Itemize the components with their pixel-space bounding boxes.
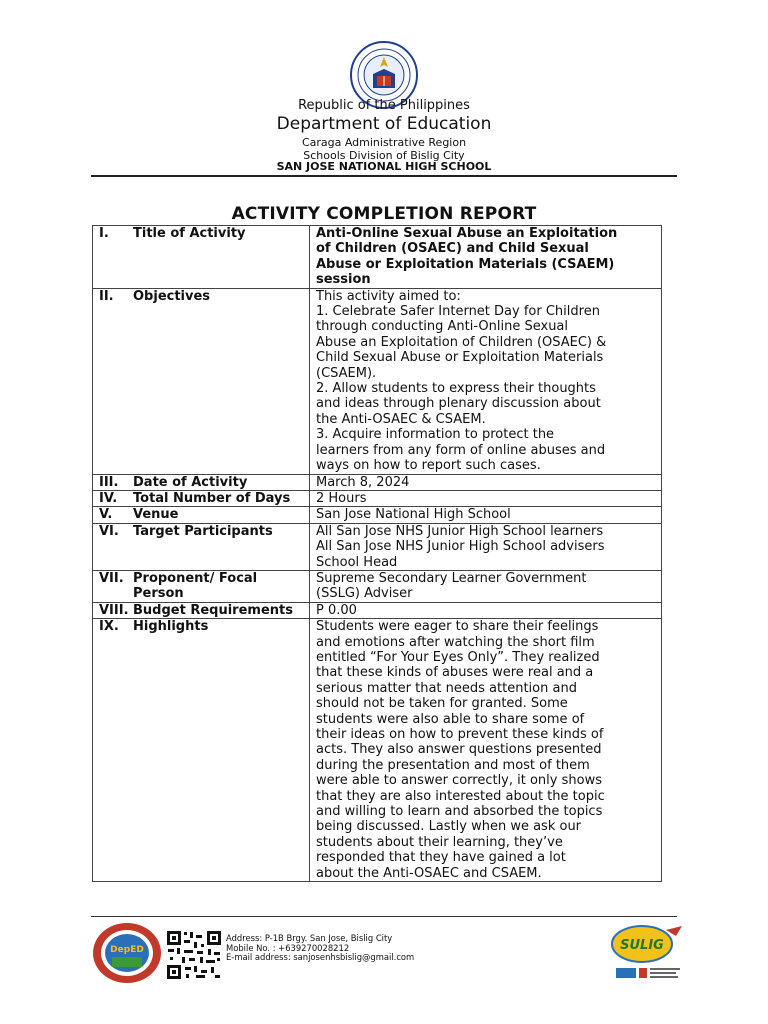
report-row	[93, 507, 662, 523]
row-value-line: Abuse or Exploitation Materials (CSAEM)	[316, 256, 615, 272]
row-value-line: March 8, 2024	[316, 474, 410, 490]
row-value-line: were able to answer correctly, it only shows	[316, 773, 602, 789]
header-region: Caraga Administrative Region	[301, 136, 467, 149]
report-table	[92, 225, 662, 882]
row-label	[99, 619, 305, 634]
row-number: IV.	[99, 490, 118, 506]
row-value-line: the Anti-OSAEC & CSAEM.	[316, 411, 486, 427]
row-value-cell	[310, 619, 662, 882]
row-label	[99, 507, 305, 522]
row-value-cell	[310, 226, 662, 289]
row-label	[99, 491, 305, 506]
row-value-line: Abuse an Exploitation of Children (OSAEC) &	[316, 334, 607, 350]
header-school: SAN JOSE NATIONAL HIGH SCHOOL	[276, 160, 492, 173]
row-value-line: serious matter that needs attention and	[316, 680, 577, 696]
row-label-cell	[93, 474, 310, 490]
header-department: Department of Education	[276, 114, 492, 134]
header-republic: Republic of the Philippines	[298, 98, 470, 113]
row-label-cell	[93, 619, 310, 882]
row-value-line: 2. Allow students to express their thoughts	[316, 381, 596, 397]
row-value-line: (CSAEM).	[316, 365, 377, 381]
row-label-cell	[93, 523, 310, 570]
report-title: ACTIVITY COMPLETION REPORT	[231, 204, 537, 224]
row-label-cell	[93, 507, 310, 523]
footer-email: E-mail address: sanjosenhsbislig@gmail.com	[226, 952, 415, 963]
school-logo-text: DepED	[110, 945, 144, 955]
row-number: VIII.	[99, 602, 129, 618]
row-number: II.	[99, 288, 114, 304]
row-label-cell	[93, 490, 310, 506]
footer-mobile: Mobile No. : +639270028212	[226, 942, 350, 953]
row-label-text: Venue	[133, 507, 179, 523]
row-value-cell	[310, 490, 662, 506]
row-value-line: entitled “For Your Eyes Only”. They realized	[316, 649, 600, 665]
row-value-line: San Jose National High School	[316, 507, 511, 523]
row-value-line: All San Jose NHS Junior High School learners	[316, 523, 604, 539]
row-label-text: Proponent/ Focal Person	[133, 570, 258, 602]
row-value-line: 1. Celebrate Safer Internet Day for Children	[316, 304, 600, 320]
row-value-line: students were also able to share some of	[316, 711, 585, 727]
report-row	[93, 602, 662, 618]
row-value-cell	[310, 523, 662, 570]
row-label	[99, 475, 305, 490]
row-value-line: acts. They also answer questions presented	[316, 742, 602, 758]
row-value-line: Anti-Online Sexual Abuse an Exploitation	[316, 226, 618, 241]
row-number: V.	[99, 507, 113, 523]
row-value-line: All San Jose NHS Junior High School advisers	[316, 539, 605, 555]
row-label	[99, 524, 305, 539]
row-value-line: School Head	[316, 554, 398, 570]
row-value-line: and ideas through plenary discussion about	[316, 396, 601, 412]
row-value-cell	[310, 288, 662, 474]
header-divider	[91, 175, 677, 177]
row-value-line: This activity aimed to:	[316, 288, 461, 304]
report-row	[93, 570, 662, 602]
row-label-cell	[93, 288, 310, 474]
row-value-line: their ideas on how to prevent these kinds of	[316, 727, 604, 742]
row-number: VI.	[99, 523, 119, 539]
sulig-logo-text: SULIG	[620, 938, 664, 953]
row-label-text: Title of Activity	[133, 226, 246, 241]
row-value-line: that they are also interested about the topic	[316, 788, 605, 804]
school-logo	[92, 922, 162, 984]
row-value-line: during the presentation and most of them	[316, 757, 590, 773]
row-value-line: should not be taken for granted. Some	[316, 696, 568, 712]
row-value-line: P 0.00	[316, 602, 357, 618]
row-label	[99, 603, 305, 618]
row-value-line: (SSLG) Adviser	[316, 586, 413, 602]
row-label-text: Objectives	[133, 288, 211, 304]
report-row	[93, 619, 662, 882]
row-value-cell	[310, 602, 662, 618]
report-row	[93, 523, 662, 570]
row-label-text: Target Participants	[133, 523, 273, 539]
footer-contact	[226, 934, 414, 963]
row-label-text: Highlights	[133, 619, 209, 635]
footer-divider	[91, 916, 677, 917]
report-row	[93, 288, 662, 474]
row-value-cell	[310, 474, 662, 490]
qr-code	[166, 930, 222, 980]
row-label	[99, 289, 305, 304]
row-value-line: that these kinds of abuses were real and a	[316, 665, 594, 681]
row-label-text: Total Number of Days	[133, 490, 291, 506]
row-value-line: 2 Hours	[316, 490, 367, 506]
row-label	[99, 226, 305, 241]
row-number: I.	[99, 226, 109, 241]
sulig-logo	[606, 922, 686, 984]
row-value-line: 3. Acquire information to protect the	[316, 427, 555, 443]
footer-address: Address: P-1B Brgy. San Jose, Bislig City	[226, 933, 393, 943]
row-value-line: students about their learning, they’ve	[316, 834, 563, 850]
row-number: III.	[99, 474, 119, 490]
row-value-line: Supreme Secondary Learner Government	[316, 570, 587, 586]
report-row	[93, 226, 662, 289]
row-value-line: of Children (OSAEC) and Child Sexual	[316, 241, 589, 257]
row-value-line: learners from any form of online abuses and	[316, 442, 606, 458]
report-row	[93, 474, 662, 490]
row-value-line: ways on how to report such cases.	[316, 458, 541, 474]
row-label-text: Budget Requirements	[133, 602, 293, 618]
row-number: IX.	[99, 619, 119, 635]
row-value-line: and willing to learn and absorbed the topics	[316, 804, 603, 820]
row-label-cell	[93, 570, 310, 602]
row-label-cell	[93, 226, 310, 289]
row-number: VII.	[99, 570, 124, 586]
row-label-text: Date of Activity	[133, 474, 248, 490]
row-value-line: about the Anti-OSAEC and CSAEM.	[316, 865, 542, 881]
row-value-line: Child Sexual Abuse or Exploitation Materials	[316, 350, 604, 366]
row-value-line: through conducting Anti-Online Sexual	[316, 319, 569, 335]
row-value-line: being discussed. Lastly when we ask our	[316, 819, 582, 835]
row-value-cell	[310, 570, 662, 602]
row-value-line: and emotions after watching the short film	[316, 634, 595, 650]
row-label-cell	[93, 602, 310, 618]
row-value-line: session	[316, 272, 371, 288]
header-division: Schools Division of Bislig City	[303, 149, 465, 162]
row-value-line: Students were eager to share their feelings	[316, 619, 599, 635]
row-label	[99, 571, 305, 602]
row-value-cell	[310, 507, 662, 523]
row-value-line: responded that they have gained a lot	[316, 850, 566, 866]
report-row	[93, 490, 662, 506]
